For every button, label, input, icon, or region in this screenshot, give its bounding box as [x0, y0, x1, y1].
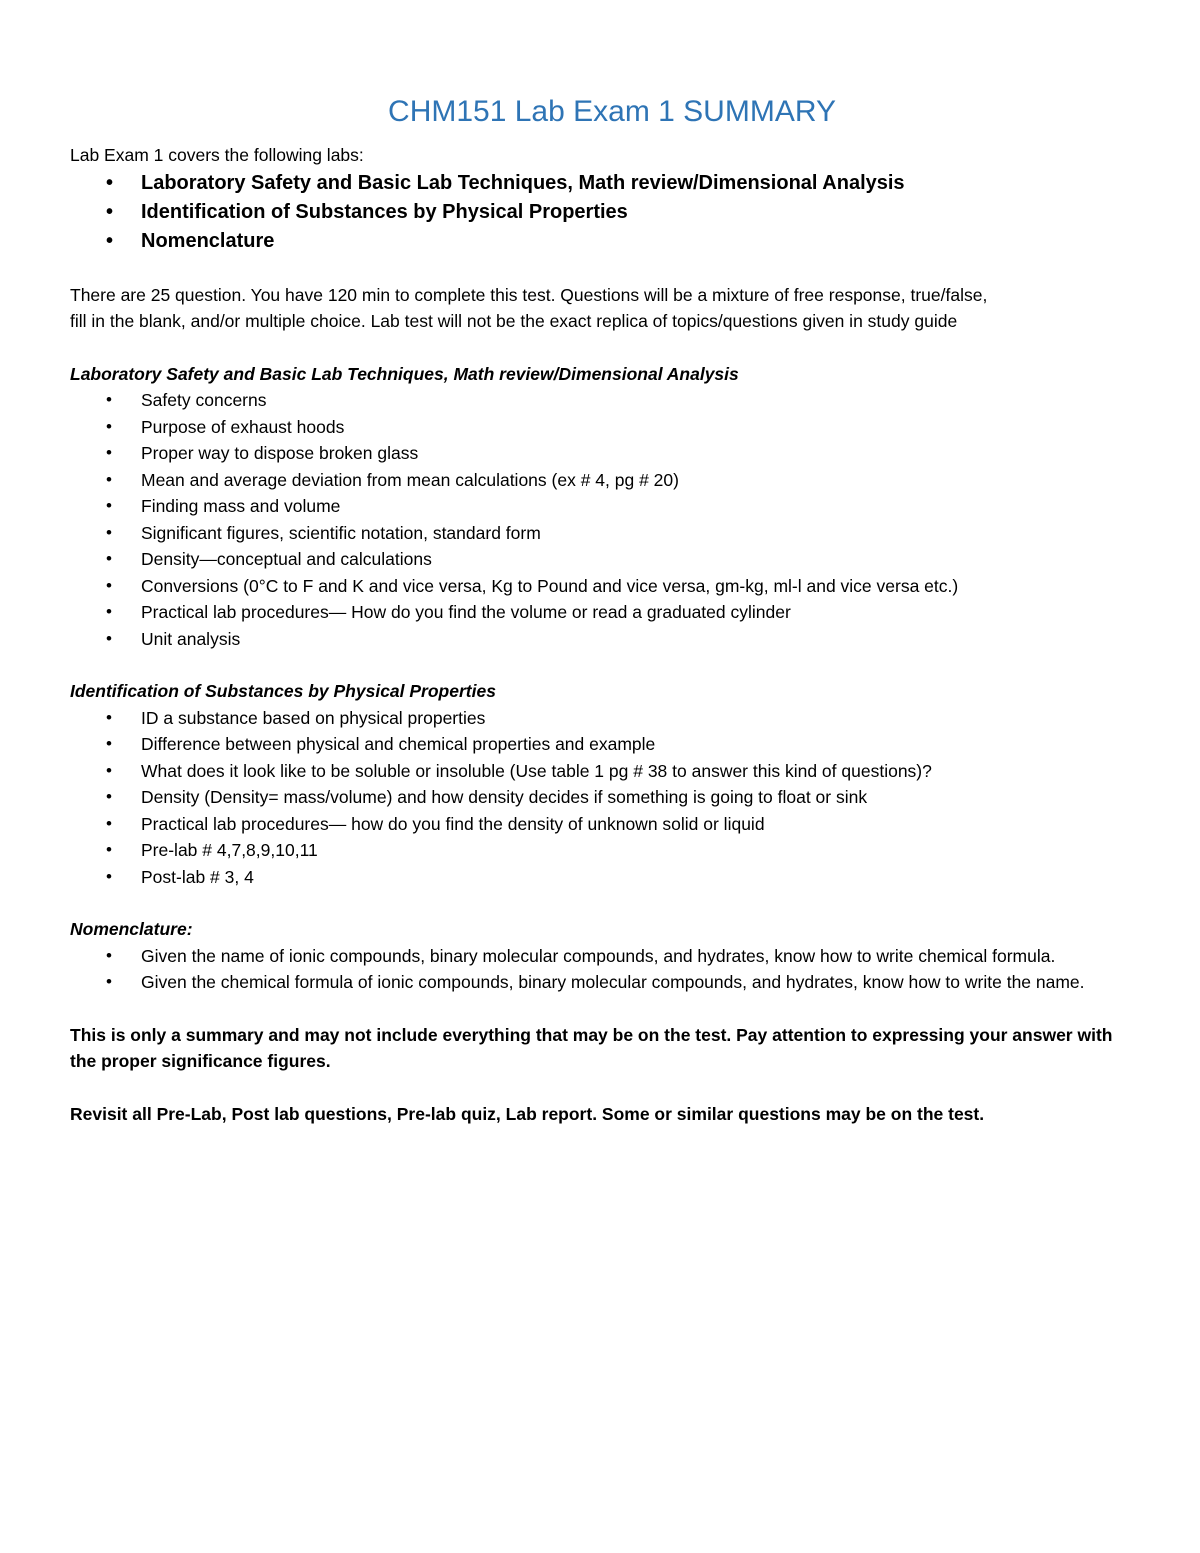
list-item — [70, 626, 1130, 653]
section-list-identification — [70, 705, 1130, 891]
section-heading-identification: Identification of Substances by Physical Properties — [70, 681, 496, 701]
list-item-text: Pre-lab # 4,7,8,9,10,11 — [141, 840, 318, 860]
list-item-text: Significant figures, scientific notation, standard form — [141, 522, 541, 543]
bullet-icon: • — [106, 549, 112, 568]
bullet-icon: • — [106, 840, 112, 859]
covered-labs-list — [70, 169, 1130, 256]
bullet-icon: • — [106, 416, 112, 436]
list-item — [70, 731, 1130, 758]
bullet-icon: • — [106, 575, 112, 595]
list-item-text: Practical lab procedures— How do you find the volume or read a graduated cylinder — [141, 602, 791, 622]
section-heading-safety: Laboratory Safety and Basic Lab Techniques, Math review/Dimensional Analysis — [70, 363, 739, 384]
list-item — [70, 864, 1130, 891]
covered-lab-item — [70, 198, 1130, 227]
covered-lab-label: Nomenclature — [141, 229, 275, 252]
list-item-text: Purpose of exhaust hoods — [141, 416, 345, 437]
spacer — [70, 652, 1130, 678]
document-title: CHM151 Lab Exam 1 SUMMARY — [388, 95, 836, 128]
bullet-icon: • — [106, 866, 112, 886]
list-item — [70, 467, 1130, 494]
list-item — [70, 387, 1130, 414]
bullet-icon: • — [106, 628, 112, 648]
list-item-text: Proper way to dispose broken glass — [141, 443, 419, 463]
list-item — [70, 784, 1130, 811]
list-item-text: Density—conceptual and calculations — [141, 549, 432, 569]
bullet-icon: • — [106, 734, 112, 753]
bullet-icon: • — [106, 602, 112, 621]
list-item-text: ID a substance based on physical properties — [141, 707, 486, 728]
bullet-icon: • — [106, 229, 114, 252]
list-item — [70, 520, 1130, 547]
exam-info-line: There are 25 question. You have 120 min to complete this test. Questions will be a mixture of free response, true/false, — [70, 284, 988, 305]
spacer — [70, 335, 1130, 361]
intro-text: Lab Exam 1 covers the following labs: — [70, 145, 364, 165]
bullet-icon: • — [106, 787, 112, 806]
spacer — [70, 1075, 1130, 1101]
list-item — [70, 943, 1130, 970]
list-item-text: Finding mass and volume — [141, 496, 341, 516]
list-item-text: Post-lab # 3, 4 — [141, 866, 254, 887]
section-heading-nomenclature: Nomenclature: — [70, 919, 193, 939]
list-item — [70, 440, 1130, 467]
list-item-text: Safety concerns — [141, 390, 267, 410]
bullet-icon: • — [106, 469, 112, 489]
list-item-text: Difference between physical and chemical properties and example — [141, 734, 656, 754]
section-list-nomenclature — [70, 943, 1130, 996]
list-item — [70, 493, 1130, 520]
section-list-safety — [70, 387, 1130, 652]
list-item — [70, 546, 1130, 573]
list-item-text: Practical lab procedures— how do you find the density of unknown solid or liquid — [141, 813, 765, 834]
bullet-icon: • — [106, 496, 112, 515]
list-item — [70, 599, 1130, 626]
bullet-icon: • — [106, 390, 112, 409]
spacer — [70, 996, 1130, 1022]
covered-lab-label: Laboratory Safety and Basic Lab Techniques, Math review/Dimensional Analysis — [141, 171, 905, 194]
list-item — [70, 758, 1130, 785]
list-item — [70, 969, 1130, 996]
list-item-text: Given the name of ionic compounds, binary molecular compounds, and hydrates, know how to write chemical formula. — [141, 945, 1056, 966]
summary-note: This is only a summary and may not include everything that may be on the test. Pay attention to expressing your answer with the proper significance figures. — [70, 1024, 1113, 1071]
list-item — [70, 837, 1130, 864]
covered-lab-item — [70, 169, 1130, 198]
covered-lab-label: Identification of Substances by Physical Properties — [141, 200, 628, 223]
exam-info-line: fill in the blank, and/or multiple choice. Lab test will not be the exact replica of topics/questions given in study guide — [70, 311, 958, 331]
list-item-text: Conversions (0°C to F and K and vice versa, Kg to Pound and vice versa, gm-kg, ml-l and vice versa etc.) — [141, 575, 959, 596]
list-item-text: Given the chemical formula of ionic compounds, binary molecular compounds, and hydrates, know how to write the name. — [141, 972, 1085, 992]
bullet-icon: • — [106, 522, 112, 542]
bullet-icon: • — [106, 200, 114, 223]
list-item-text: What does it look like to be soluble or insoluble (Use table 1 pg # 38 to answer this kind of questions)? — [141, 760, 932, 781]
bullet-icon: • — [106, 945, 112, 965]
list-item — [70, 573, 1130, 600]
list-item — [70, 705, 1130, 732]
bullet-icon: • — [106, 813, 112, 833]
bullet-icon: • — [106, 760, 112, 780]
bullet-icon: • — [106, 443, 112, 462]
spacer — [70, 890, 1130, 916]
list-item-text: Unit analysis — [141, 628, 241, 649]
list-item — [70, 811, 1130, 838]
bullet-icon: • — [106, 972, 112, 991]
list-item-text: Density (Density= mass/volume) and how density decides if something is going to float or sink — [141, 787, 868, 807]
bullet-icon: • — [106, 707, 112, 727]
document-page — [70, 92, 1130, 1127]
spacer — [70, 256, 1130, 282]
bullet-icon: • — [106, 171, 114, 194]
covered-lab-item — [70, 227, 1130, 256]
list-item-text: Mean and average deviation from mean calculations (ex # 4, pg # 20) — [141, 469, 679, 490]
list-item — [70, 414, 1130, 441]
revisit-note: Revisit all Pre-Lab, Post lab questions, Pre-lab quiz, Lab report. Some or similar questions may be on the test. — [70, 1103, 985, 1124]
